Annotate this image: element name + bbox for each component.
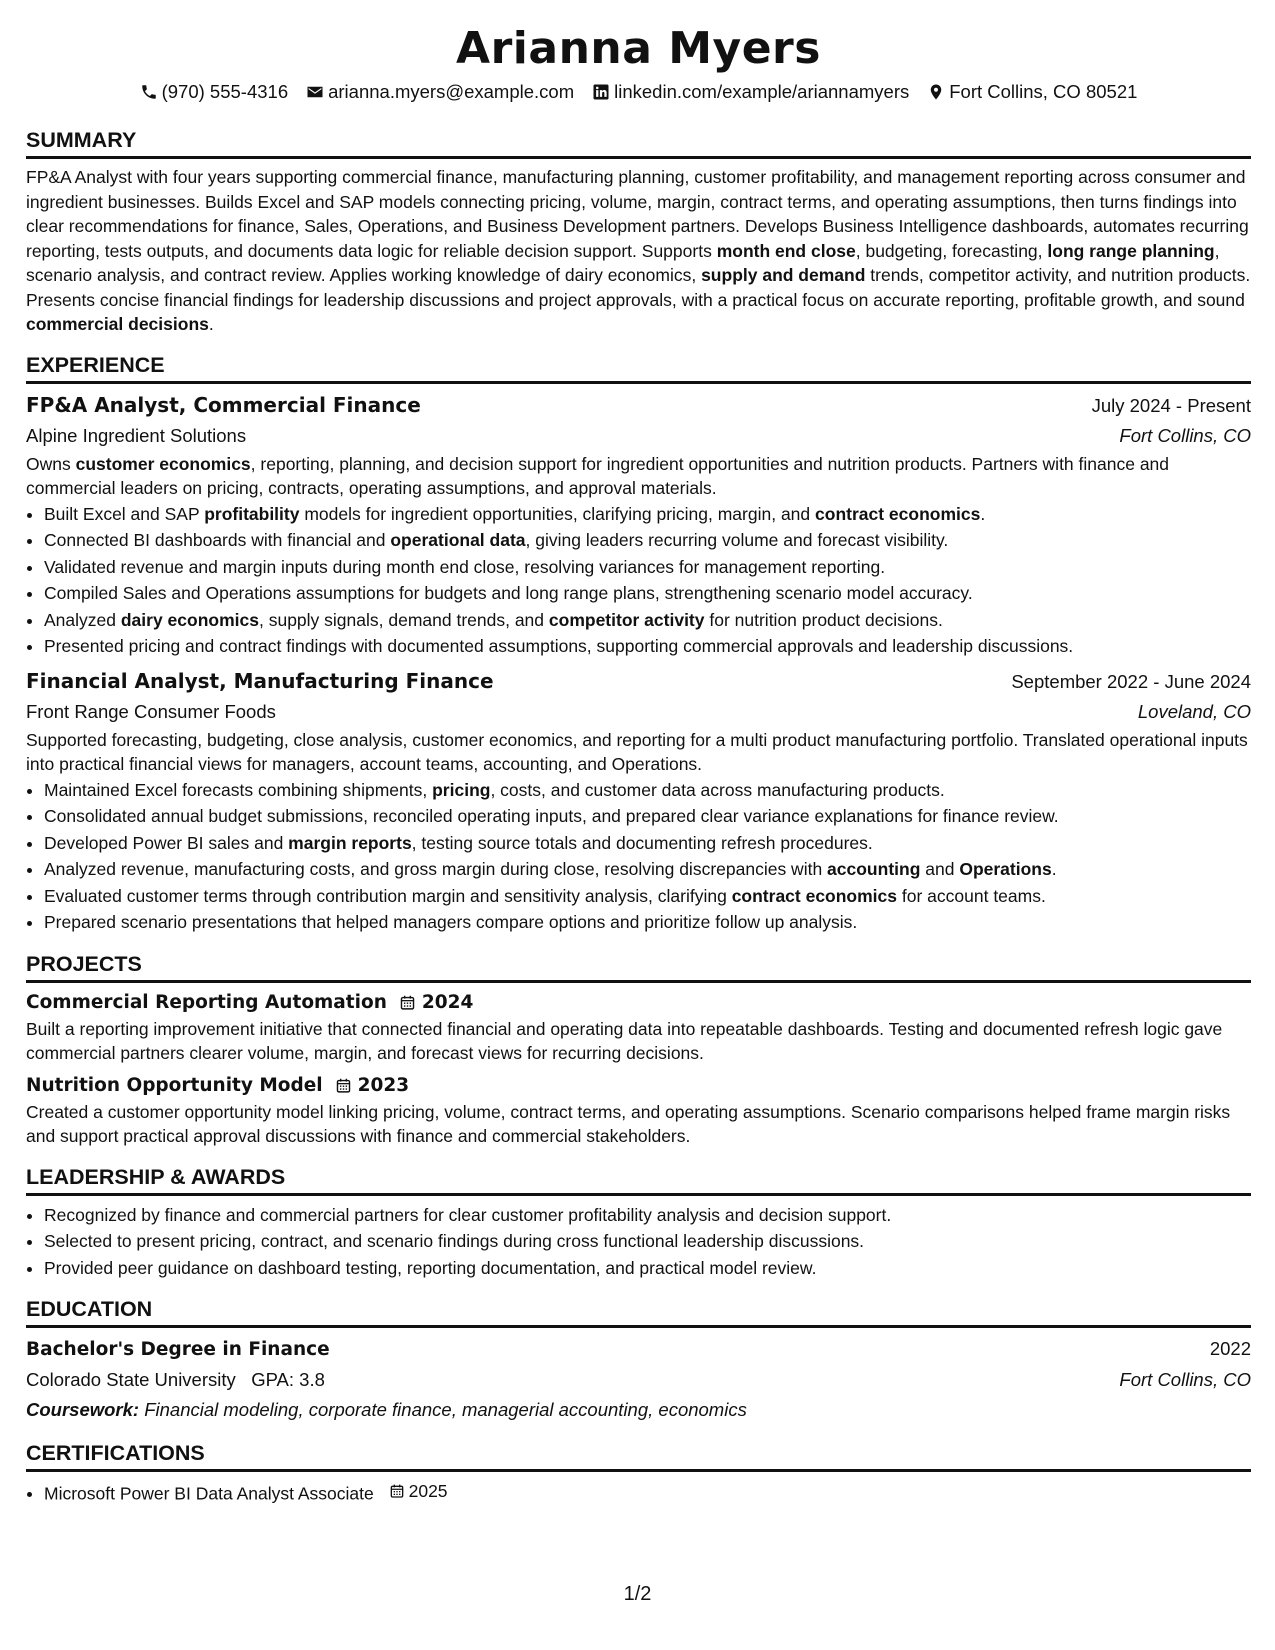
summary-divider	[26, 156, 1251, 159]
coursework	[26, 1395, 1251, 1425]
project-date	[399, 989, 474, 1017]
linkedin-icon	[592, 83, 610, 101]
list-item: • Built Excel and SAP profitability models for ingredient opportunities, clarifying pricing, margin, and contract economics.	[44, 501, 1251, 528]
leadership-list	[26, 1202, 1251, 1282]
job-entry	[26, 666, 1251, 936]
list-item: • Developed Power BI sales and margin reports, testing source totals and documenting refresh procedures.	[44, 830, 1251, 857]
project-year: 2023	[357, 1074, 410, 1096]
experience-heading: EXPERIENCE	[26, 352, 165, 377]
certification-year: 2025	[408, 1481, 448, 1501]
school-line	[26, 1365, 325, 1395]
education-divider	[26, 1325, 1251, 1328]
job-dates: July 2024 - Present	[1091, 394, 1251, 416]
certification-date	[389, 1478, 448, 1505]
company-name: Alpine Ingredient Solutions	[26, 424, 247, 446]
calendar-icon	[399, 994, 416, 1011]
map-pin-icon	[927, 83, 945, 101]
job-entry	[26, 390, 1251, 660]
leadership-heading: LEADERSHIP & AWARDS	[26, 1164, 286, 1189]
certifications-divider	[26, 1469, 1251, 1472]
job-title: Financial Analyst, Manufacturing Finance	[26, 668, 494, 693]
contact-linkedin[interactable]	[592, 80, 909, 104]
leadership-divider	[26, 1193, 1251, 1196]
linkedin-text: linkedin.com/example/ariannamyers	[614, 81, 910, 102]
resume-page	[26, 0, 1251, 1507]
contact-bar	[26, 80, 1251, 104]
contact-phone	[140, 80, 289, 104]
project-entry	[26, 1072, 1251, 1149]
calendar-icon	[335, 1077, 352, 1094]
list-item: • Validated revenue and margin inputs during month end close, resolving variances for management reporting.	[44, 554, 1251, 581]
list-item: • Recognized by finance and commercial partners for clear customer profitability analysis and decision support.	[44, 1202, 1251, 1229]
list-item: • Connected BI dashboards with financial and operational data, giving leaders recurring volume and forecast visibility.	[44, 527, 1251, 554]
degree-name: Bachelor's Degree in Finance	[26, 1339, 330, 1360]
company-name: Front Range Consumer Foods	[26, 700, 276, 722]
list-item: • Selected to present pricing, contract, and scenario findings during cross functional leadership discussions.	[44, 1228, 1251, 1255]
education-heading: EDUCATION	[26, 1297, 153, 1321]
gpa: GPA: 3.8	[251, 1369, 325, 1390]
page-number: 1/2	[623, 1583, 652, 1605]
project-year: 2024	[421, 991, 474, 1013]
summary-text: FP&A Analyst with four years supporting commercial finance, manufacturing planning, customer profitability, and management reporting across consumer and ingredient businesses. Builds Excel and SAP models connecting pricing, volume, margin, contract terms, and operating assumptions, then turns findings into clear recommendations for finance, Sales, Operations, and Business Development partners. Develops Business Intelligence dashboards, automates recurring reporting, tests outputs, and documents data logic for reliable decision support. Supports month end close, budgeting, forecasting, long range planning, scenario analysis, and contract review. Applies working knowledge of dairy economics, supply and demand trends, competitor activity, and nutrition products. Presents concise financial findings for leadership discussions and project approvals, with a practical focus on accurate reporting, profitable growth, and sound commercial decisions.	[26, 167, 1251, 334]
experience-divider	[26, 381, 1251, 384]
job-location: Loveland, CO	[1137, 700, 1251, 722]
email-text: arianna.myers@example.com	[328, 81, 575, 102]
coursework-text: Financial modeling, corporate finance, managerial accounting, economics	[139, 1399, 747, 1420]
summary-heading: SUMMARY	[26, 128, 137, 152]
job-location: Fort Collins, CO	[1119, 424, 1251, 446]
certifications-heading: CERTIFICATIONS	[26, 1441, 205, 1465]
list-item: • Maintained Excel forecasts combining shipments, pricing, costs, and customer data across manufacturing products.	[44, 777, 1251, 804]
list-item: • Analyzed revenue, manufacturing costs, and gross margin during close, resolving discrepancies with accounting and Operations.	[44, 856, 1251, 883]
school-location: Fort Collins, CO	[1119, 1369, 1251, 1390]
job-intro: Owns customer economics, reporting, planning, and decision support for ingredient opportunities and nutrition products. Partners with finance and commercial leaders on pricing, contracts, operating assumptions, and approval materials.	[26, 453, 1170, 498]
job-bullets	[26, 777, 1251, 936]
contact-email[interactable]	[306, 80, 574, 104]
project-description: Built a reporting improvement initiative that connected financial and operating data into repeatable dashboards. Testing and documented refresh logic gave commercial partners clearer volume, margin, and forecast views for recurring decisions.	[26, 1018, 1223, 1063]
coursework-label: Coursework:	[26, 1399, 140, 1420]
project-name: Nutrition Opportunity Model	[26, 1074, 323, 1096]
certification-name: Microsoft Power BI Data Analyst Associate	[44, 1483, 374, 1504]
calendar-icon	[389, 1483, 405, 1499]
projects-heading: PROJECTS	[26, 951, 142, 976]
list-item	[44, 1478, 1251, 1507]
job-dates: September 2022 - June 2024	[1011, 670, 1251, 692]
envelope-icon	[306, 83, 324, 101]
list-item: • Prepared scenario presentations that helped managers compare options and prioritize follow up analysis.	[44, 909, 1251, 936]
phone-icon	[140, 83, 158, 101]
list-item: • Compiled Sales and Operations assumptions for budgets and long range plans, strengthening scenario model accuracy.	[44, 580, 1251, 607]
phone-text: (970) 555-4316	[161, 81, 289, 102]
job-bullets	[26, 501, 1251, 660]
candidate-name: Arianna Myers	[456, 23, 821, 74]
projects-divider	[26, 980, 1251, 983]
project-name: Commercial Reporting Automation	[26, 991, 387, 1013]
list-item: • Consolidated annual budget submissions, reconciled operating inputs, and prepared clear variance explanations for finance review.	[44, 803, 1251, 830]
job-title: FP&A Analyst, Commercial Finance	[26, 392, 421, 417]
project-entry	[26, 989, 1251, 1066]
certifications-list	[26, 1478, 1251, 1507]
school-name: Colorado State University	[26, 1369, 236, 1390]
graduation-year: 2022	[1209, 1338, 1251, 1359]
list-item: • Presented pricing and contract findings with documented assumptions, supporting commercial approvals and leadership discussions.	[44, 633, 1251, 660]
list-item: • Evaluated customer terms through contribution margin and sensitivity analysis, clarifying contract economics for account teams.	[44, 883, 1251, 910]
list-item: • Analyzed dairy economics, supply signals, demand trends, and competitor activity for nutrition product decisions.	[44, 607, 1251, 634]
job-intro: Supported forecasting, budgeting, close analysis, customer economics, and reporting for a multi product manufacturing portfolio. Translated operational inputs into practical financial views for managers, account teams, accounting, and Operations.	[26, 729, 1248, 774]
project-date	[335, 1072, 410, 1100]
location-text: Fort Collins, CO 80521	[949, 81, 1138, 102]
list-item: • Provided peer guidance on dashboard testing, reporting documentation, and practical model review.	[44, 1255, 1251, 1282]
contact-location	[927, 80, 1137, 104]
project-description: Created a customer opportunity model linking pricing, volume, contract terms, and operating assumptions. Scenario comparisons helped frame margin risks and support practical approval discussions with finance and commercial stakeholders.	[26, 1101, 1231, 1146]
